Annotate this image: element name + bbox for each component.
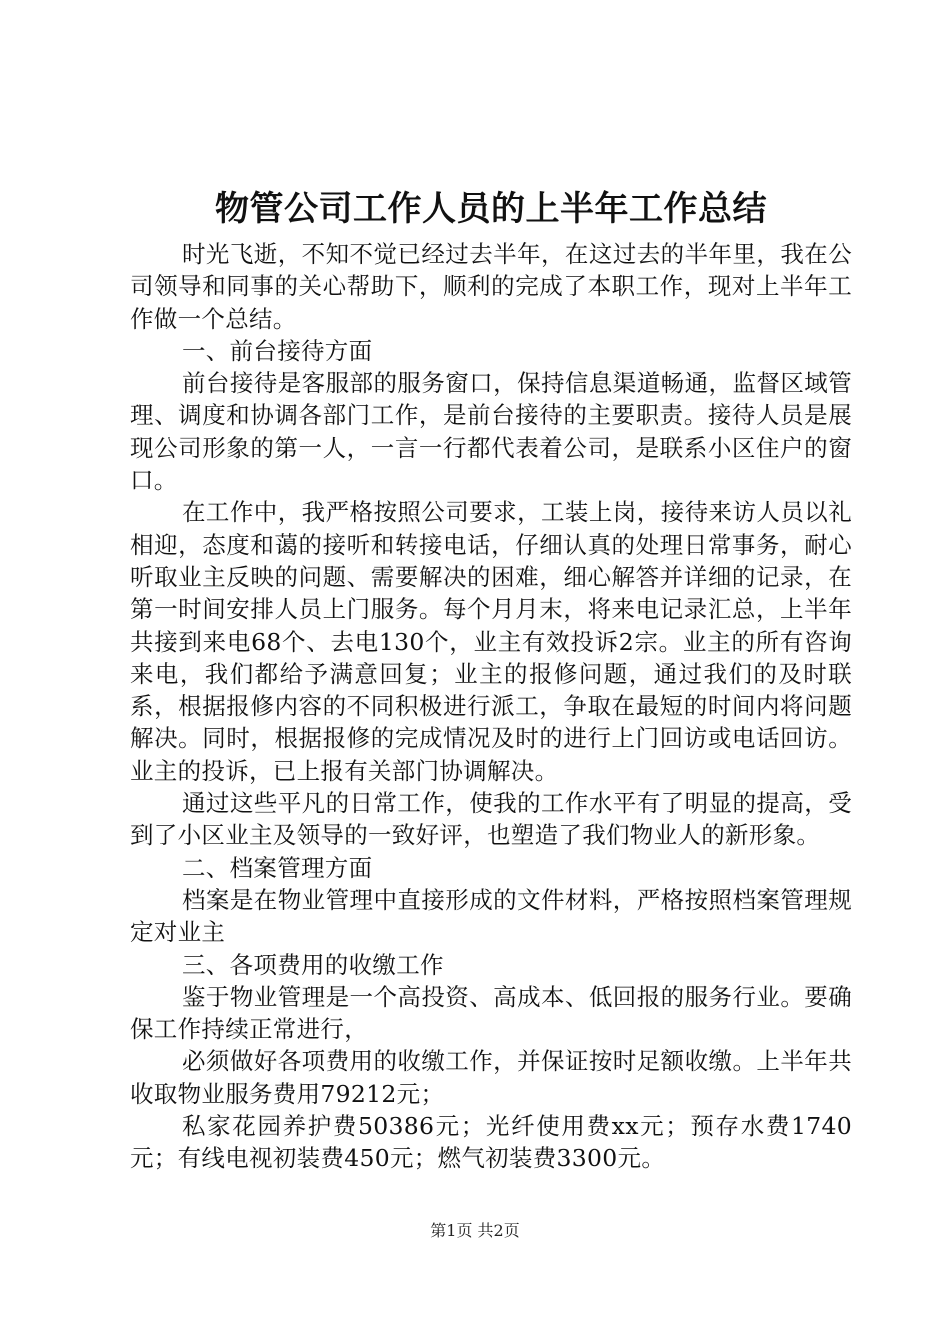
section-heading-front-desk: 一、前台接待方面 — [182, 336, 373, 365]
document-body — [130, 186, 852, 1175]
paragraph-archives: 档案是在物业管理中直接形成的文件材料，严格按照档案管理规定对业主 — [130, 885, 852, 947]
paragraph-intro: 时光飞逝，不知不觉已经过去半年，在这过去的半年里，我在公司领导和同事的关心帮助下，顺利的完成了本职工作，现对上半年工作做一个总结。 — [130, 240, 852, 333]
section-heading-fees: 三、各项费用的收缴工作 — [182, 950, 444, 979]
paragraph-front-desk-result: 通过这些平凡的日常工作，使我的工作水平有了明显的提高，受到了小区业主及领导的一致好评，也塑造了我们物业人的新形象。 — [130, 789, 852, 850]
paragraph-fees-breakdown: 私家花园养护费50386元；光纤使用费xx元；预存水费1740元；有线电视初装费450元；燃气初装费3300元。 — [130, 1112, 852, 1173]
page-number-footer: 第1页 共2页 — [430, 1221, 520, 1240]
paragraph-front-desk-work: 在工作中，我严格按照公司要求，工装上岗，接待来访人员以礼相迎，态度和蔼的接听和转接电话，仔细认真的处理日常事务，耐心听取业主反映的问题、需要解决的困难，细心解答并详细的记录，在第一时间安排人员上门服务。每个月月末，将来电记录汇总，上半年共接到来电68个、去电130个，业主有效投诉2宗。业主的所有咨询来电，我们都给予满意回复；业主的报修问题，通过我们的及时联系，根据报修内容的不同积极进行派工，争取在最短的时间内将问题解决。同时，根据报修的完成情况及时的进行上门回访或电话回访。业主的投诉，已上报有关部门协调解决。 — [130, 498, 852, 785]
paragraph-front-desk-duties: 前台接待是客服部的服务窗口，保持信息渠道畅通，监督区域管理、调度和协调各部门工作，是前台接待的主要职责。接待人员是展现公司形象的第一人，一言一行都代表着公司，是联系小区住户的窗口。 — [130, 369, 852, 495]
paragraph-fees-collection: 必须做好各项费用的收缴工作，并保证按时足额收缴。上半年共收取物业服务费用79212元； — [130, 1047, 852, 1108]
document-title: 物管公司工作人员的上半年工作总结 — [215, 189, 767, 229]
section-heading-archives: 二、档案管理方面 — [182, 853, 373, 882]
paragraph-fees-intro: 鉴于物业管理是一个高投资、高成本、低回报的服务行业。要确保工作持续正常进行， — [130, 982, 852, 1044]
